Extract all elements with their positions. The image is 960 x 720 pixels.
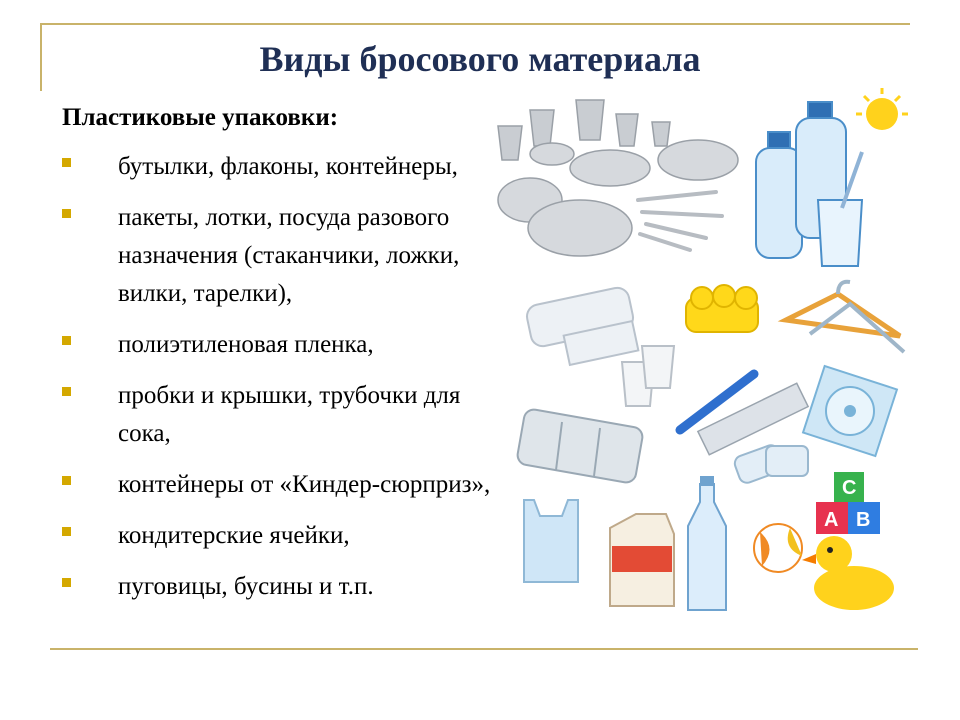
bullet-icon (62, 476, 71, 485)
list-item-text: пуговицы, бусины и т.п. (118, 573, 374, 600)
ruler-icon (698, 383, 808, 455)
plastic-jug-icon (610, 514, 674, 606)
frame-bottom-line (50, 648, 918, 650)
plastic-film-roll-icon (525, 286, 639, 365)
list-item-text: кондитерские ячейки, (118, 522, 350, 549)
hanger-icon (786, 294, 900, 336)
list-item-text: бутылки, флаконы, контейнеры, (118, 153, 458, 180)
block-letter: C (842, 477, 857, 499)
food-tray-icon (516, 408, 644, 484)
list-item (62, 466, 502, 504)
bottle-caps-icon (733, 443, 808, 485)
frame-top-line (40, 23, 910, 25)
bullet-icon (62, 158, 71, 167)
list-item-text: полиэтиленовая пленка, (118, 331, 374, 358)
sun-icon (856, 88, 908, 130)
bullet-icon (62, 387, 71, 396)
list-item (62, 148, 502, 186)
block-letter: A (824, 509, 839, 531)
list-item (62, 377, 502, 453)
list-item-text: пакеты, лотки, посуда разового назначения (стаканчики, ложки, вилки, тарелки), (118, 204, 460, 307)
yogurt-cups-icon (622, 346, 674, 406)
item-list (62, 148, 502, 619)
list-item (62, 326, 502, 364)
block-letter: B (856, 509, 871, 531)
bullet-icon (62, 336, 71, 345)
list-item-text: пробки и крышки, трубочки для сока, (118, 382, 461, 447)
section-heading: Пластиковые упаковки: (62, 104, 339, 131)
water-bottles-icon (756, 102, 862, 266)
plastic-cups-icon (498, 100, 670, 160)
egg-tray-icon (686, 285, 758, 332)
list-item (62, 199, 502, 313)
tall-bottle-icon (688, 476, 726, 610)
list-item (62, 517, 502, 555)
beach-ball-icon (754, 524, 802, 572)
toy-blocks-icon (816, 472, 880, 534)
plastic-items-illustration (490, 88, 930, 648)
cutlery-icon (638, 192, 722, 250)
list-item (62, 568, 502, 606)
cd-case-icon (803, 366, 897, 456)
bullet-icon (62, 578, 71, 587)
rubber-duck-icon (802, 536, 894, 610)
hanger-icon (810, 282, 904, 352)
plastic-bag-icon (524, 500, 578, 582)
bullet-icon (62, 209, 71, 218)
bullet-icon (62, 527, 71, 536)
slide-title: Виды бросового материала (259, 39, 701, 79)
list-item-text: контейнеры от «Киндер-сюрприз», (118, 471, 491, 498)
